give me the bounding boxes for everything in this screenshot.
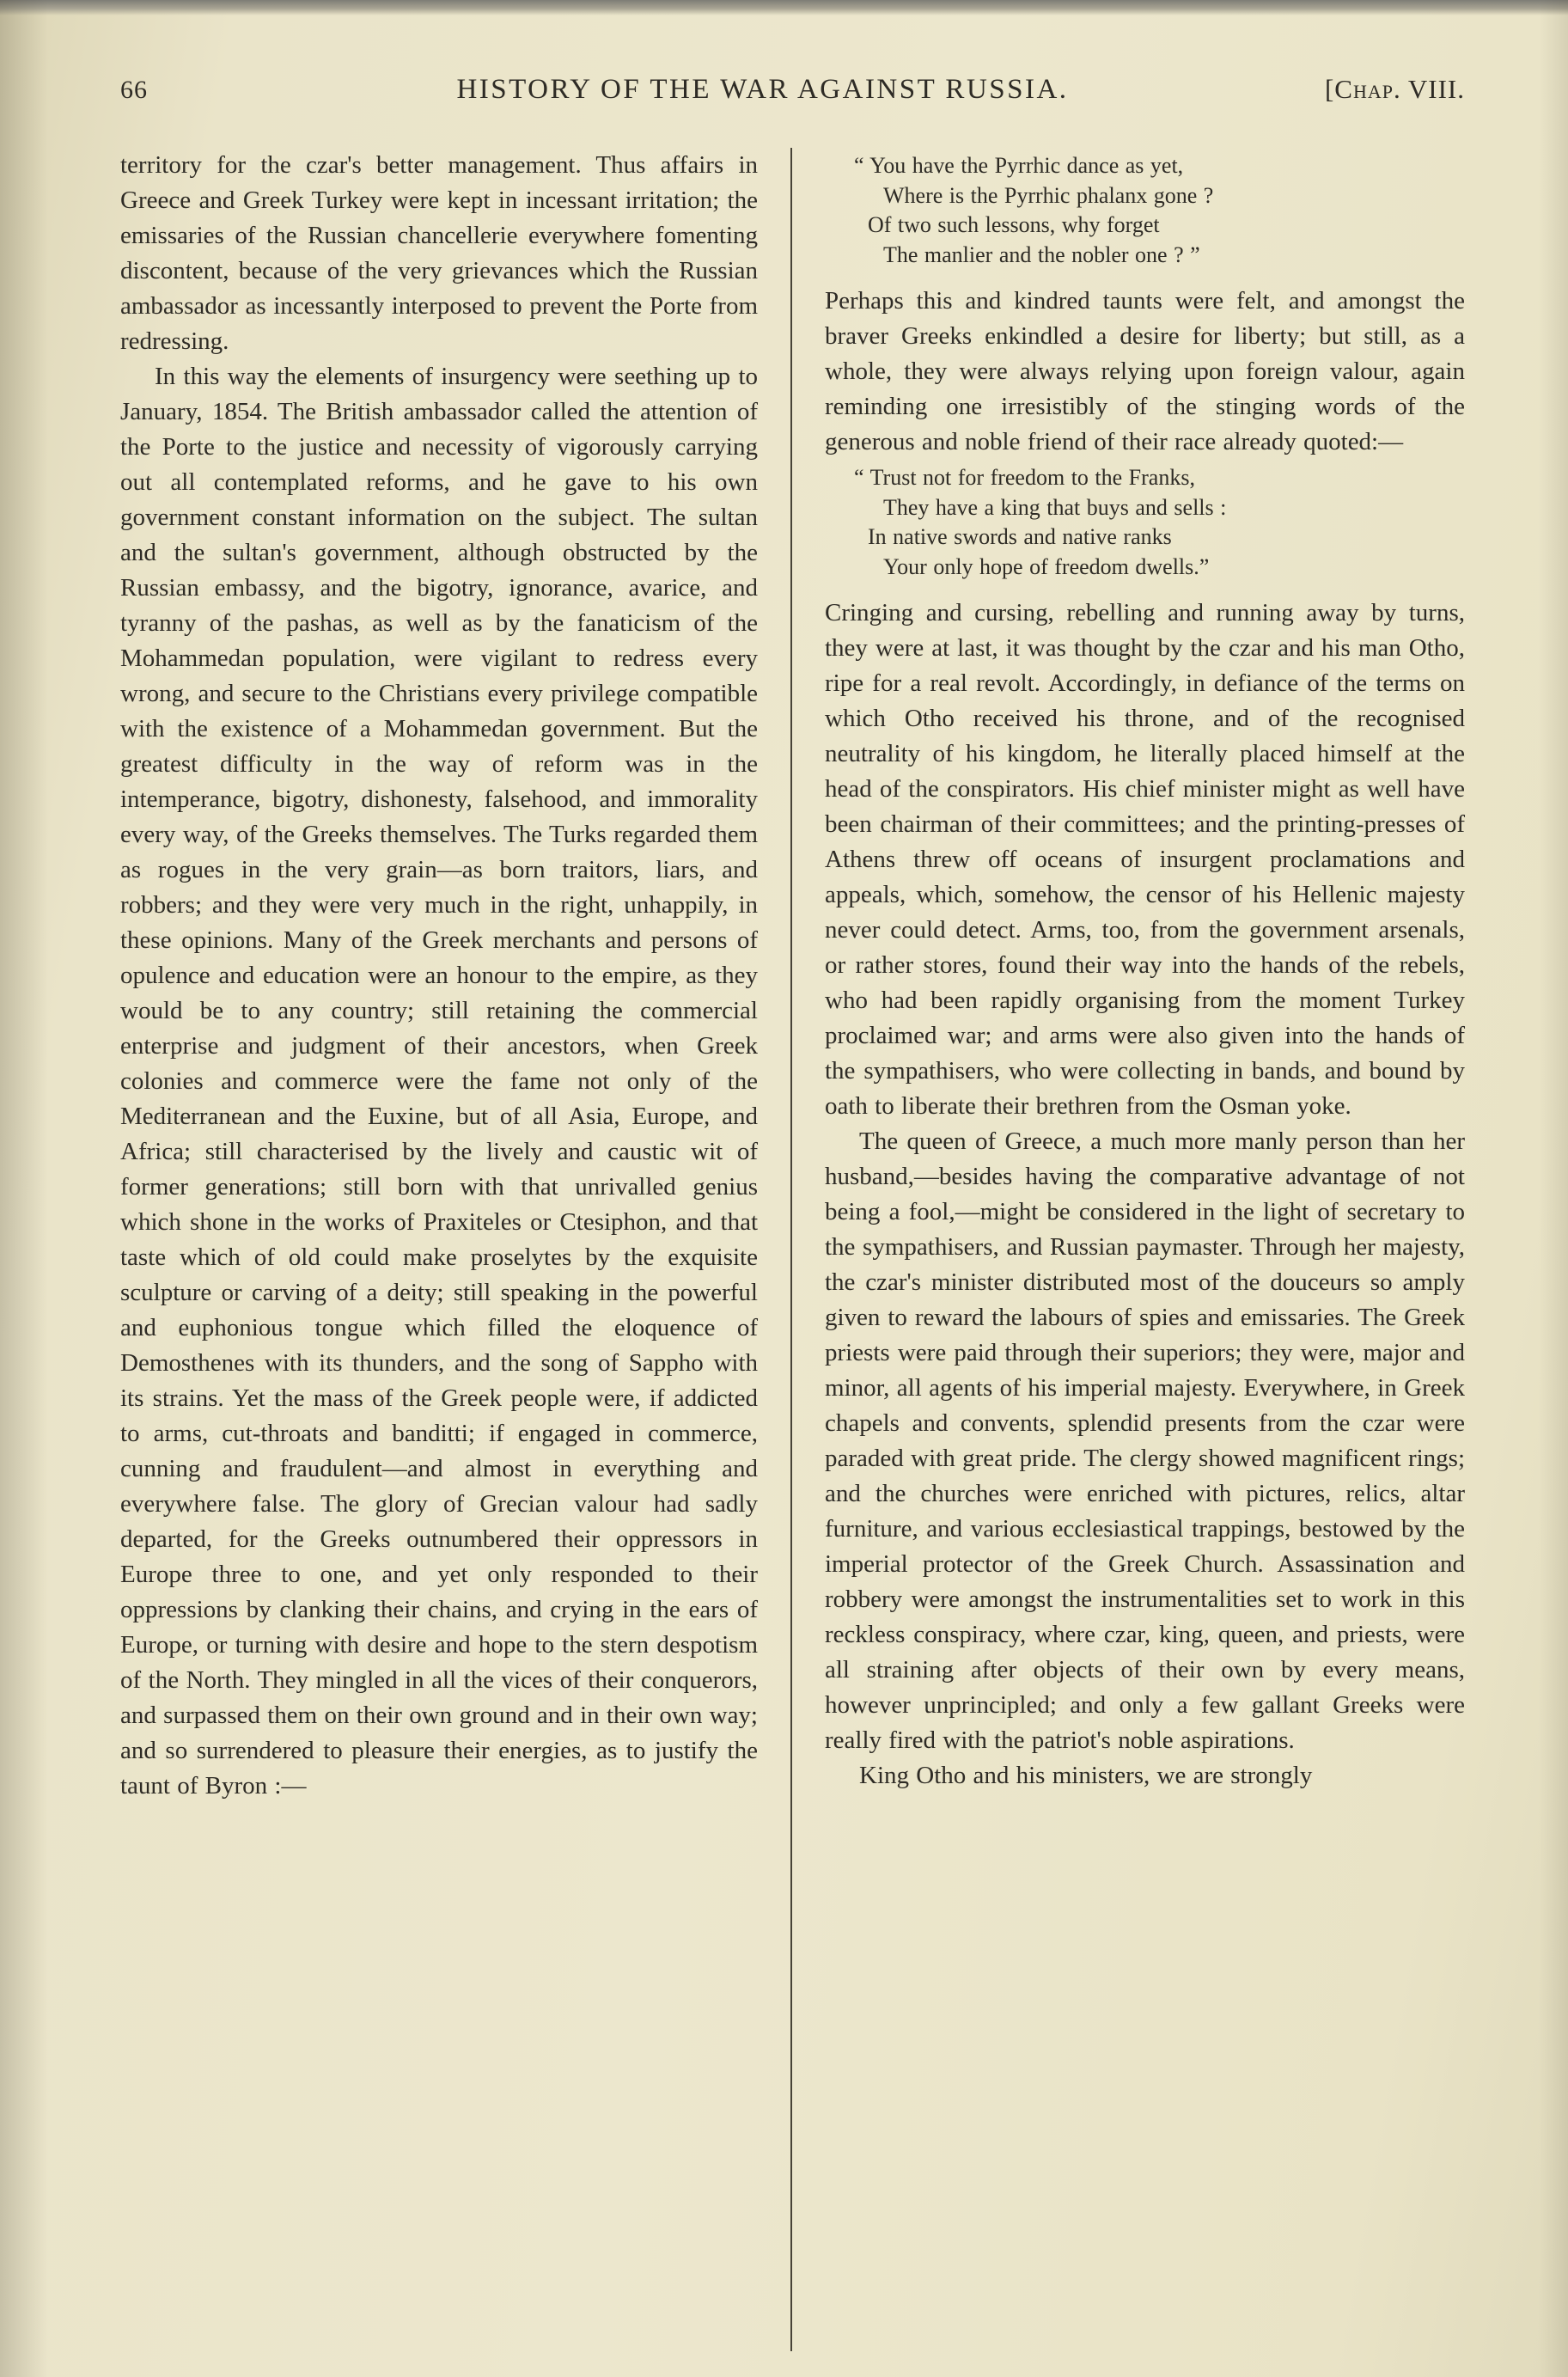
scan-edge-top (0, 0, 1568, 15)
paragraph: The queen of Greece, a much more manly person than her husband,—besides having the comparative advantage of not being a fool,—might be considered in the light of secretary to the sympathisers, and Russian paymaster. Through her majesty, the czar's minister distributed most of the douceurs so amply given to reward the labours of spies and emissaries. The Greek priests were paid through their superiors; they were, major and minor, all agents of his imperial majesty. Everywhere, in Greek chapels and convents, splendid presents from the czar were paraded with great pride. The clergy showed magnificent rings; and the churches were enriched with pictures, relics, altar furniture, and various ecclesiastical trappings, bestowed by the imperial protector of the Greek Church. Assassination and robbery were amongst the instrumentalities set to work in this reckless conspiracy, where czar, king, queen, and priests, were all straining after objects of their own by every means, however unprincipled; and only a few gallant Greeks were really fired with the patriot's noble aspirations. (825, 1127, 1465, 1754)
verse-line: The manlier and the nobler one ? ” (883, 241, 1200, 267)
paragraph: Perhaps this and kindred taunts were felt, and amongst the braver Greeks enkindled a desire for liberty; but still, as a whole, they were always relying upon foreign valour, again reminding one irresistibly of the stinging words of the generous and noble friend of their race already quoted:— (825, 287, 1465, 455)
paragraph: Cringing and cursing, rebelling and running away by turns, they were at last, it was thought by the czar and his man Otho, ripe for a real revolt. Accordingly, in defiance of the terms on which Otho received his throne, and of the recognised neutrality of his kingdom, he literally placed himself at the head of the conspirators. His chief minister might as well have been chairman of their committees; and the printing-presses of Athens threw off oceans of insurgent proclamations and appeals, which, somehow, the censor of his Hellenic majesty never could detect. Arms, too, from the government arsenals, or rather stores, found their way into the hands of the rebels, who had been rapidly organising from the moment Turkey proclaimed war; and arms were also given into the hands of the sympathisers, who were collecting in bands, and bound by oath to liberate their brethren from the Osman yoke. (825, 599, 1465, 1120)
scan-edge-right (1539, 0, 1568, 2377)
verse-line: Of two such lessons, why forget (868, 212, 1160, 237)
column-divider (790, 148, 792, 2351)
paragraph: King Otho and his ministers, we are strongly (859, 1762, 1313, 1789)
verse-line: “ You have the Pyrrhic dance as yet, (854, 153, 1184, 178)
text-columns (120, 148, 1465, 2351)
verse-line: Your only hope of freedom dwells.” (883, 553, 1210, 579)
chapter-reference: [Chap. VIII. (1324, 74, 1465, 104)
left-column (120, 148, 758, 2351)
paragraph: In this way the elements of insurgency were seething up to January, 1854. The British ambassador called the attention of the Porte to the justice and necessity of vigorously carrying out all contemplated reforms, and he gave to his own government constant information on the subject. The sultan and the sultan's government, although obstructed by the Russian embassy, and the bigotry, ignorance, avarice, and tyranny of the pashas, as well as by the fanaticism of the Mohammedan population, were vigilant to redress every wrong, and secure to the Christians every privilege compatible with the existence of a Mohammedan government. But the greatest difficulty in the way of reform was in the intemperance, bigotry, dishonesty, falsehood, and immorality every way, of the Greeks themselves. The Turks regarded them as rogues in the very grain—as born traitors, liars, and robbers; and they were very much in the right, unhappily, in these opinions. Many of the Greek merchants and persons of opulence and education were an honour to the empire, as they would be to any country; still retaining the commercial enterprise and judgment of their ancestors, when Greek colonies and commerce were the fame not only of the Mediterranean and the Euxine, but of all Asia, Europe, and Africa; still characterised by the lively and caustic wit of former generations; still born with that unrivalled genius which shone in the works of Praxiteles or Ctesiphon, and that taste which of old could make proselytes by the exquisite sculpture or carving of a deity; still speaking in the powerful and euphonious tongue which filled the eloquence of Demosthenes with its thunders, and the song of Sappho with its strains. Yet the mass of the Greek people were, if addicted to arms, cut-throats and banditti; if engaged in commerce, cunning and fraudulent—and almost in everything and everywhere false. The glory of Grecian valour had sadly departed, for the Greeks outnumbered their oppressors in Europe three to one, and yet only responded to their oppressions by clanking their chains, and crying in the ears of Europe, or turning with desire and hope to the stern despotism of the North. They mingled in all the vices of their conquerors, and surpassed them on their own ground and in their own way; and so surrendered to pleasure their energies, as to justify the taunt of Byron :— (120, 363, 758, 1800)
scan-edge-left (0, 0, 48, 2377)
running-title: HISTORY OF THE WAR AGAINST RUSSIA. (456, 74, 1069, 105)
verse-line: Where is the Pyrrhic phalanx gone ? (883, 182, 1214, 208)
verse-line: In native swords and native ranks (868, 524, 1172, 549)
verse-quote-byron-2 (854, 463, 1465, 582)
right-column (825, 148, 1465, 2351)
page-header (120, 74, 1465, 106)
verse-line: “ Trust not for freedom to the Franks, (854, 465, 1195, 490)
verse-quote-byron-1 (854, 151, 1465, 270)
paragraph: territory for the czar's better management. Thus affairs in Greece and Greek Turkey were kept in incessant irritation; the emissaries of the Russian chancellerie everywhere fomenting discontent, because of the very grievances which the Russian ambassador as incessantly interposed to prevent the Porte from redressing. (120, 151, 758, 355)
page-number: 66 (120, 76, 148, 104)
verse-line: They have a king that buys and sells : (883, 494, 1227, 520)
